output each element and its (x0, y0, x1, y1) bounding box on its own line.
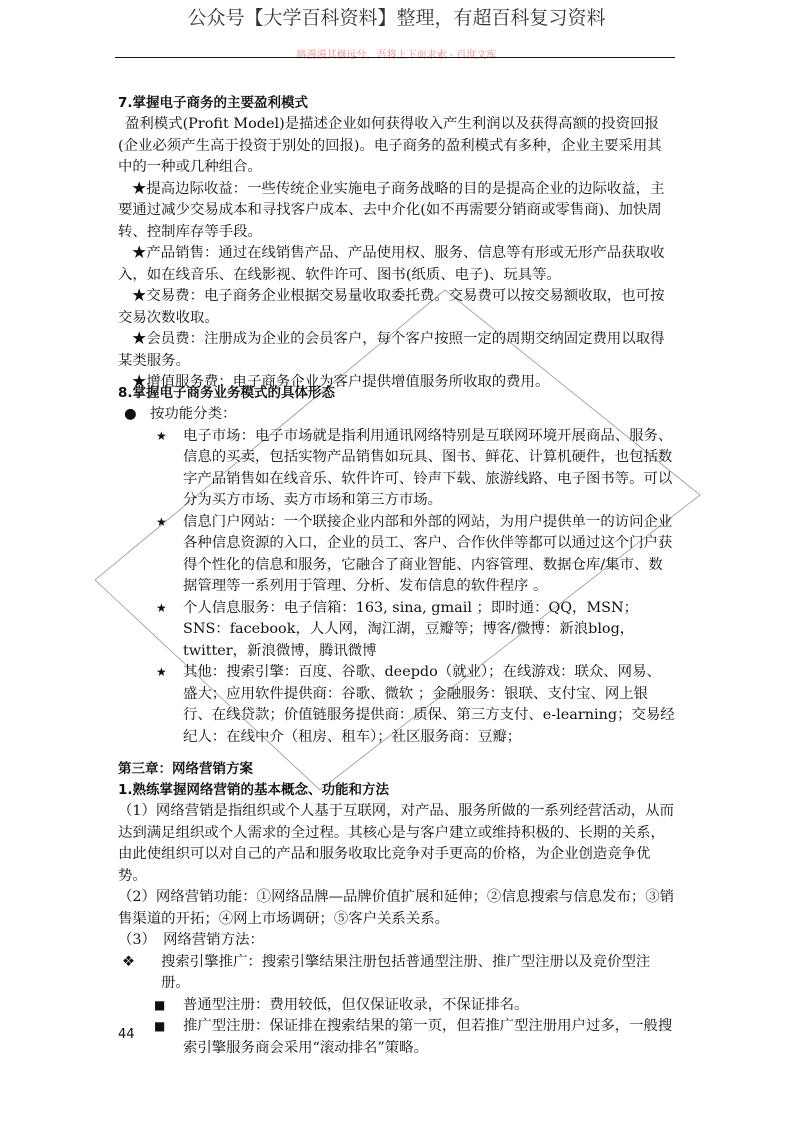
section-8-heading: 8.掌握电子商务业务模式的具体形态 (118, 385, 336, 401)
method-text: 搜索引擎推广：搜索引擎结果注册包括普通型注册、推广型注册以及竞价型注册。 (161, 953, 651, 991)
chapter-3-heading: 第三章：网络营销方案 (118, 761, 253, 777)
bullet-text: 按功能分类： (150, 406, 237, 422)
chapter-3-paragraph-1: （1）网络营销是指组织或个人基于互联网，对产品、服务所做的一系列经营活动，从而达到满足组织或个人需求的全过程。其核心是与客户建立或维持积极的、长期的关系，由此使组织可以对自己的产品和服务收取比竞争对手更高的价格，为企业创造竞争优势。 (118, 803, 675, 884)
registration-item: 推广型注册：保证排在搜索结果的第一页，但若推广型注册用户过多，一般搜索引擎服务商会采用“滚动排名”策略。 (183, 1018, 673, 1056)
profit-item: ★交易费：电子商务企业根据交易量收取委托费。交易费可以按交易额收取，也可按交易次数收取。 (118, 288, 665, 326)
star-icon: ★ (156, 600, 167, 615)
profit-item: ★产品销售：通过在线销售产品、产品使用权、服务、信息等有形或无形产品获取收入，如在线音乐、在线影视、软件许可、图书(纸质、电子)、玩具等。 (118, 245, 665, 283)
square-bullet-icon: ■ (154, 997, 166, 1012)
registration-item: 普通型注册：费用较低，但仅保证收录，不保证排名。 (183, 996, 529, 1013)
section-7 (118, 93, 675, 394)
profit-item: ★提高边际收益：一些传统企业实施电子商务战略的目的是提高企业的边际收益，主要通过减少交易成本和寻找客户成本、去中介化(如不再需要分销商或零售商)、加快周转、控制库存等手段。 (118, 180, 665, 240)
section-8 (118, 383, 675, 748)
chapter-3-subheading: 1.熟练掌握网络营销的基本概念、功能和方法 (118, 782, 390, 798)
chapter-3 (118, 759, 675, 1059)
business-form-item: 电子市场：电子市场就是指利用通讯网络特别是互联网环境开展商品、服务、信息的买卖，包括实物产品销售如玩具、图书、鲜花、计算机硬件，也包括数字产品销售如在线音乐、软件许可、铃声下载、旅游线路、电子图书等。可以分为买方市场、卖方市场和第三方市场。 (183, 427, 673, 508)
square-bullet-icon: ■ (154, 1019, 166, 1033)
business-form-item: 个人信息服务：电子信箱：163, sina, gmail ；即时通：QQ，MSN；SNS：facebook，人人网，淘江湖，豆瓣等；博客/微博：新浪blog，twitter，新浪微博，腾讯微博 (183, 599, 639, 659)
business-form-item: 其他：搜索引擎：百度、谷歌、deepdo（就业）；在线游戏：联众、网易、盛大；应用软件提供商：谷歌、微软 ；金融服务：银联、支付宝、网上银行、在线贷款；价值链服务提供商：质保、第三方支付、e-learning；交易经纪人：在线中介（租房、租车）；社区服务商：豆瓣； (183, 664, 675, 745)
header-watermark: 路漫漫其修远兮，吾将上下而求索 - 百度文库 (296, 50, 497, 61)
star-icon: ★ (156, 428, 167, 443)
profit-item: ★会员费：注册成为企业的会员客户，每个客户按照一定的周期交纳固定费用以取得某类服务。 (118, 331, 665, 369)
business-form-item: 信息门户网站：一个联接企业内部和外部的网站，为用户提供单一的访问企业各种信息资源的入口，企业的员工、客户、合作伙伴等都可以通过这个门户获得个性化的信息和服务，它融合了商业智能、内容管理、数据仓库/集市、数据管理等一系列用于管理、分析、发布信息的软件程序 。 (183, 513, 673, 594)
header-rule (115, 57, 675, 58)
star-icon: ★ (156, 665, 167, 679)
chapter-3-paragraph-3: （3） 网络营销方法： (118, 932, 264, 948)
page-number: 44 (118, 1027, 135, 1042)
bullet-icon: ● (124, 406, 137, 422)
section-7-heading: 7.掌握电子商务的主要盈利模式 (118, 95, 309, 111)
section-7-intro: 盈利模式(Profit Model)是描述企业如何获得收入产生利润以及获得高额的投资回报(企业必须产生高于投资于别处的回报)。电子商务的盈利模式有多种，企业主要采用其中的一种或几种组合。 (118, 116, 662, 175)
diamond-bullet-icon: ❖ (122, 953, 135, 970)
star-icon: ★ (156, 514, 167, 529)
chapter-3-paragraph-2: （2）网络营销功能：①网络品牌—品牌价值扩展和延伸；②信息搜索与信息发布；③销售渠道的开拓；④网上市场调研；⑤客户关系关系。 (118, 889, 675, 927)
page-header-title: 公众号【大学百科资料】整理，有超百科复习资料 (187, 7, 606, 29)
profit-item: ★增值服务费：电子商务企业为客户提供增值服务所收取的费用。 (132, 374, 550, 390)
